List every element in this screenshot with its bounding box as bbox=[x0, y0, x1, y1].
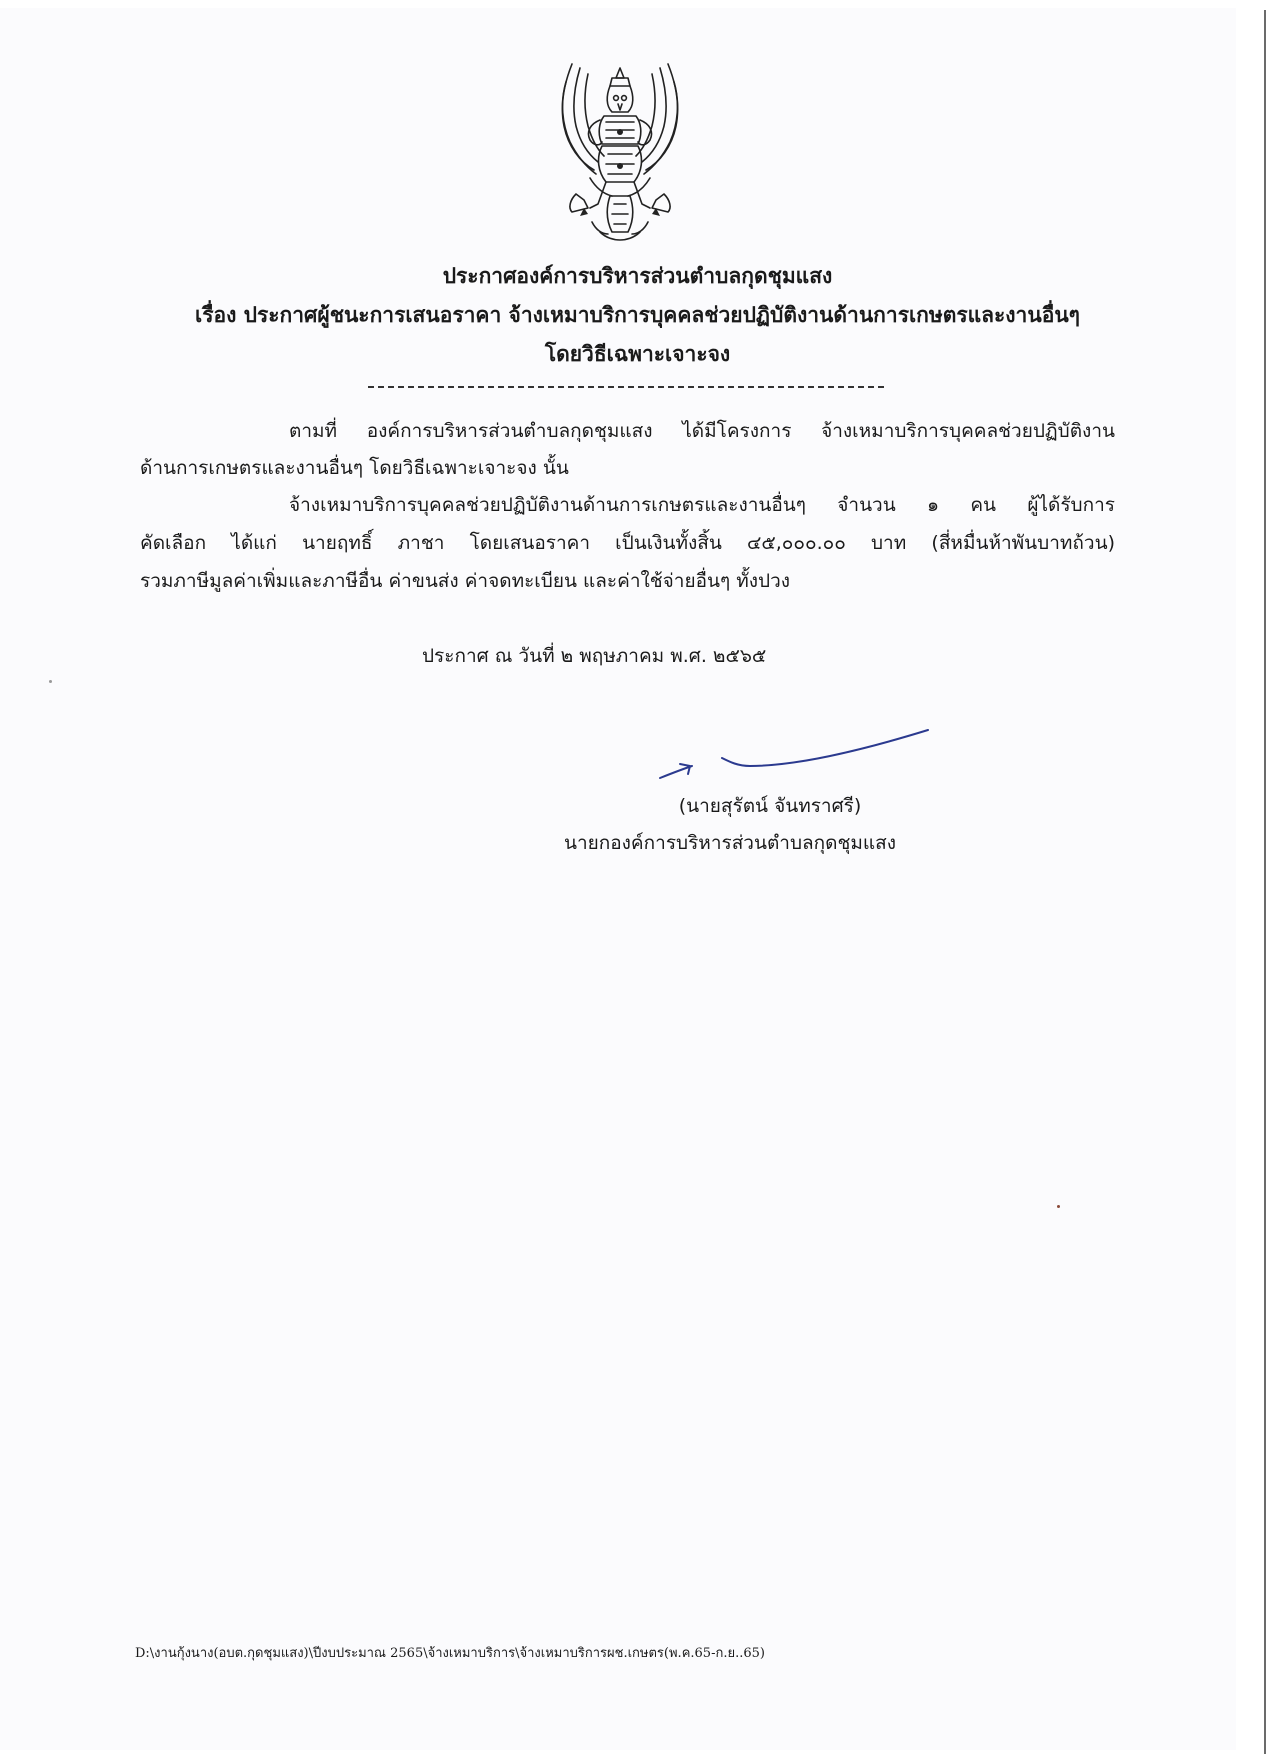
body-paragraph-2-line-1: จ้างเหมาบริการบุคคลช่วยปฏิบัติงานด้านการเกษตรและงานอื่นๆ จำนวน ๑ คน ผู้ได้รับการ bbox=[289, 494, 1115, 516]
body-paragraph-1-line-2: ด้านการเกษตรและงานอื่นๆ โดยวิธีเฉพาะเจาะจง นั้น bbox=[140, 457, 569, 479]
scan-speck bbox=[1057, 1205, 1060, 1208]
announcement-date: ประกาศ ณ วันที่ ๒ พฤษภาคม พ.ศ. ๒๕๖๕ bbox=[422, 645, 767, 667]
handwritten-signature bbox=[650, 720, 930, 790]
body-paragraph-2-line-2: คัดเลือก ได้แก่ นายฤทธิ์ ภาชา โดยเสนอราคา เป็นเงินทั้งสิ้น ๔๕,๐๐๐.๐๐ บาท (สี่หมื่นห้าพันบาทถ้วน) bbox=[140, 532, 1115, 554]
announcement-method: โดยวิธีเฉพาะเจาะจง bbox=[544, 342, 731, 366]
body-paragraph-2-line-3: รวมภาษีมูลค่าเพิ่มและภาษีอื่น ค่าขนส่ง ค่าจดทะเบียน และค่าใช้จ่ายอื่นๆ ทั้งปวง bbox=[140, 570, 791, 592]
body-paragraph-1-line-1: ตามที่ องค์การบริหารส่วนตำบลกุดชุมแสง ได้มีโครงการ จ้างเหมาบริการบุคคลช่วยปฏิบัติงาน bbox=[289, 420, 1115, 442]
signer-title: นายกองค์การบริหารส่วนตำบลกุดชุมแสง bbox=[563, 832, 897, 854]
scan-edge-line bbox=[1264, 10, 1266, 1754]
scan-margin bbox=[1236, 0, 1275, 1754]
scan-speck bbox=[49, 680, 52, 683]
announcement-subject: เรื่อง ประกาศผู้ชนะการเสนอราคา จ้างเหมาบริการบุคคลช่วยปฏิบัติงานด้านการเกษตรและงานอื่นๆ bbox=[195, 303, 1080, 327]
announcement-heading: ประกาศองค์การบริหารส่วนตำบลกุดชุมแสง bbox=[442, 264, 833, 288]
signer-name: (นายสุรัตน์ จันทราศรี) bbox=[678, 795, 862, 817]
garuda-emblem-icon bbox=[540, 62, 700, 242]
file-path-footer: D:\งานกุ้งนาง(อบต.กุดชุมแสง)\ปีงบประมาณ 2565\จ้างเหมาบริการ\จ้างเหมาบริการผช.เกษตร(พ.ค.65-ก.ย..65) bbox=[135, 1646, 765, 1661]
heading-divider bbox=[368, 386, 884, 388]
